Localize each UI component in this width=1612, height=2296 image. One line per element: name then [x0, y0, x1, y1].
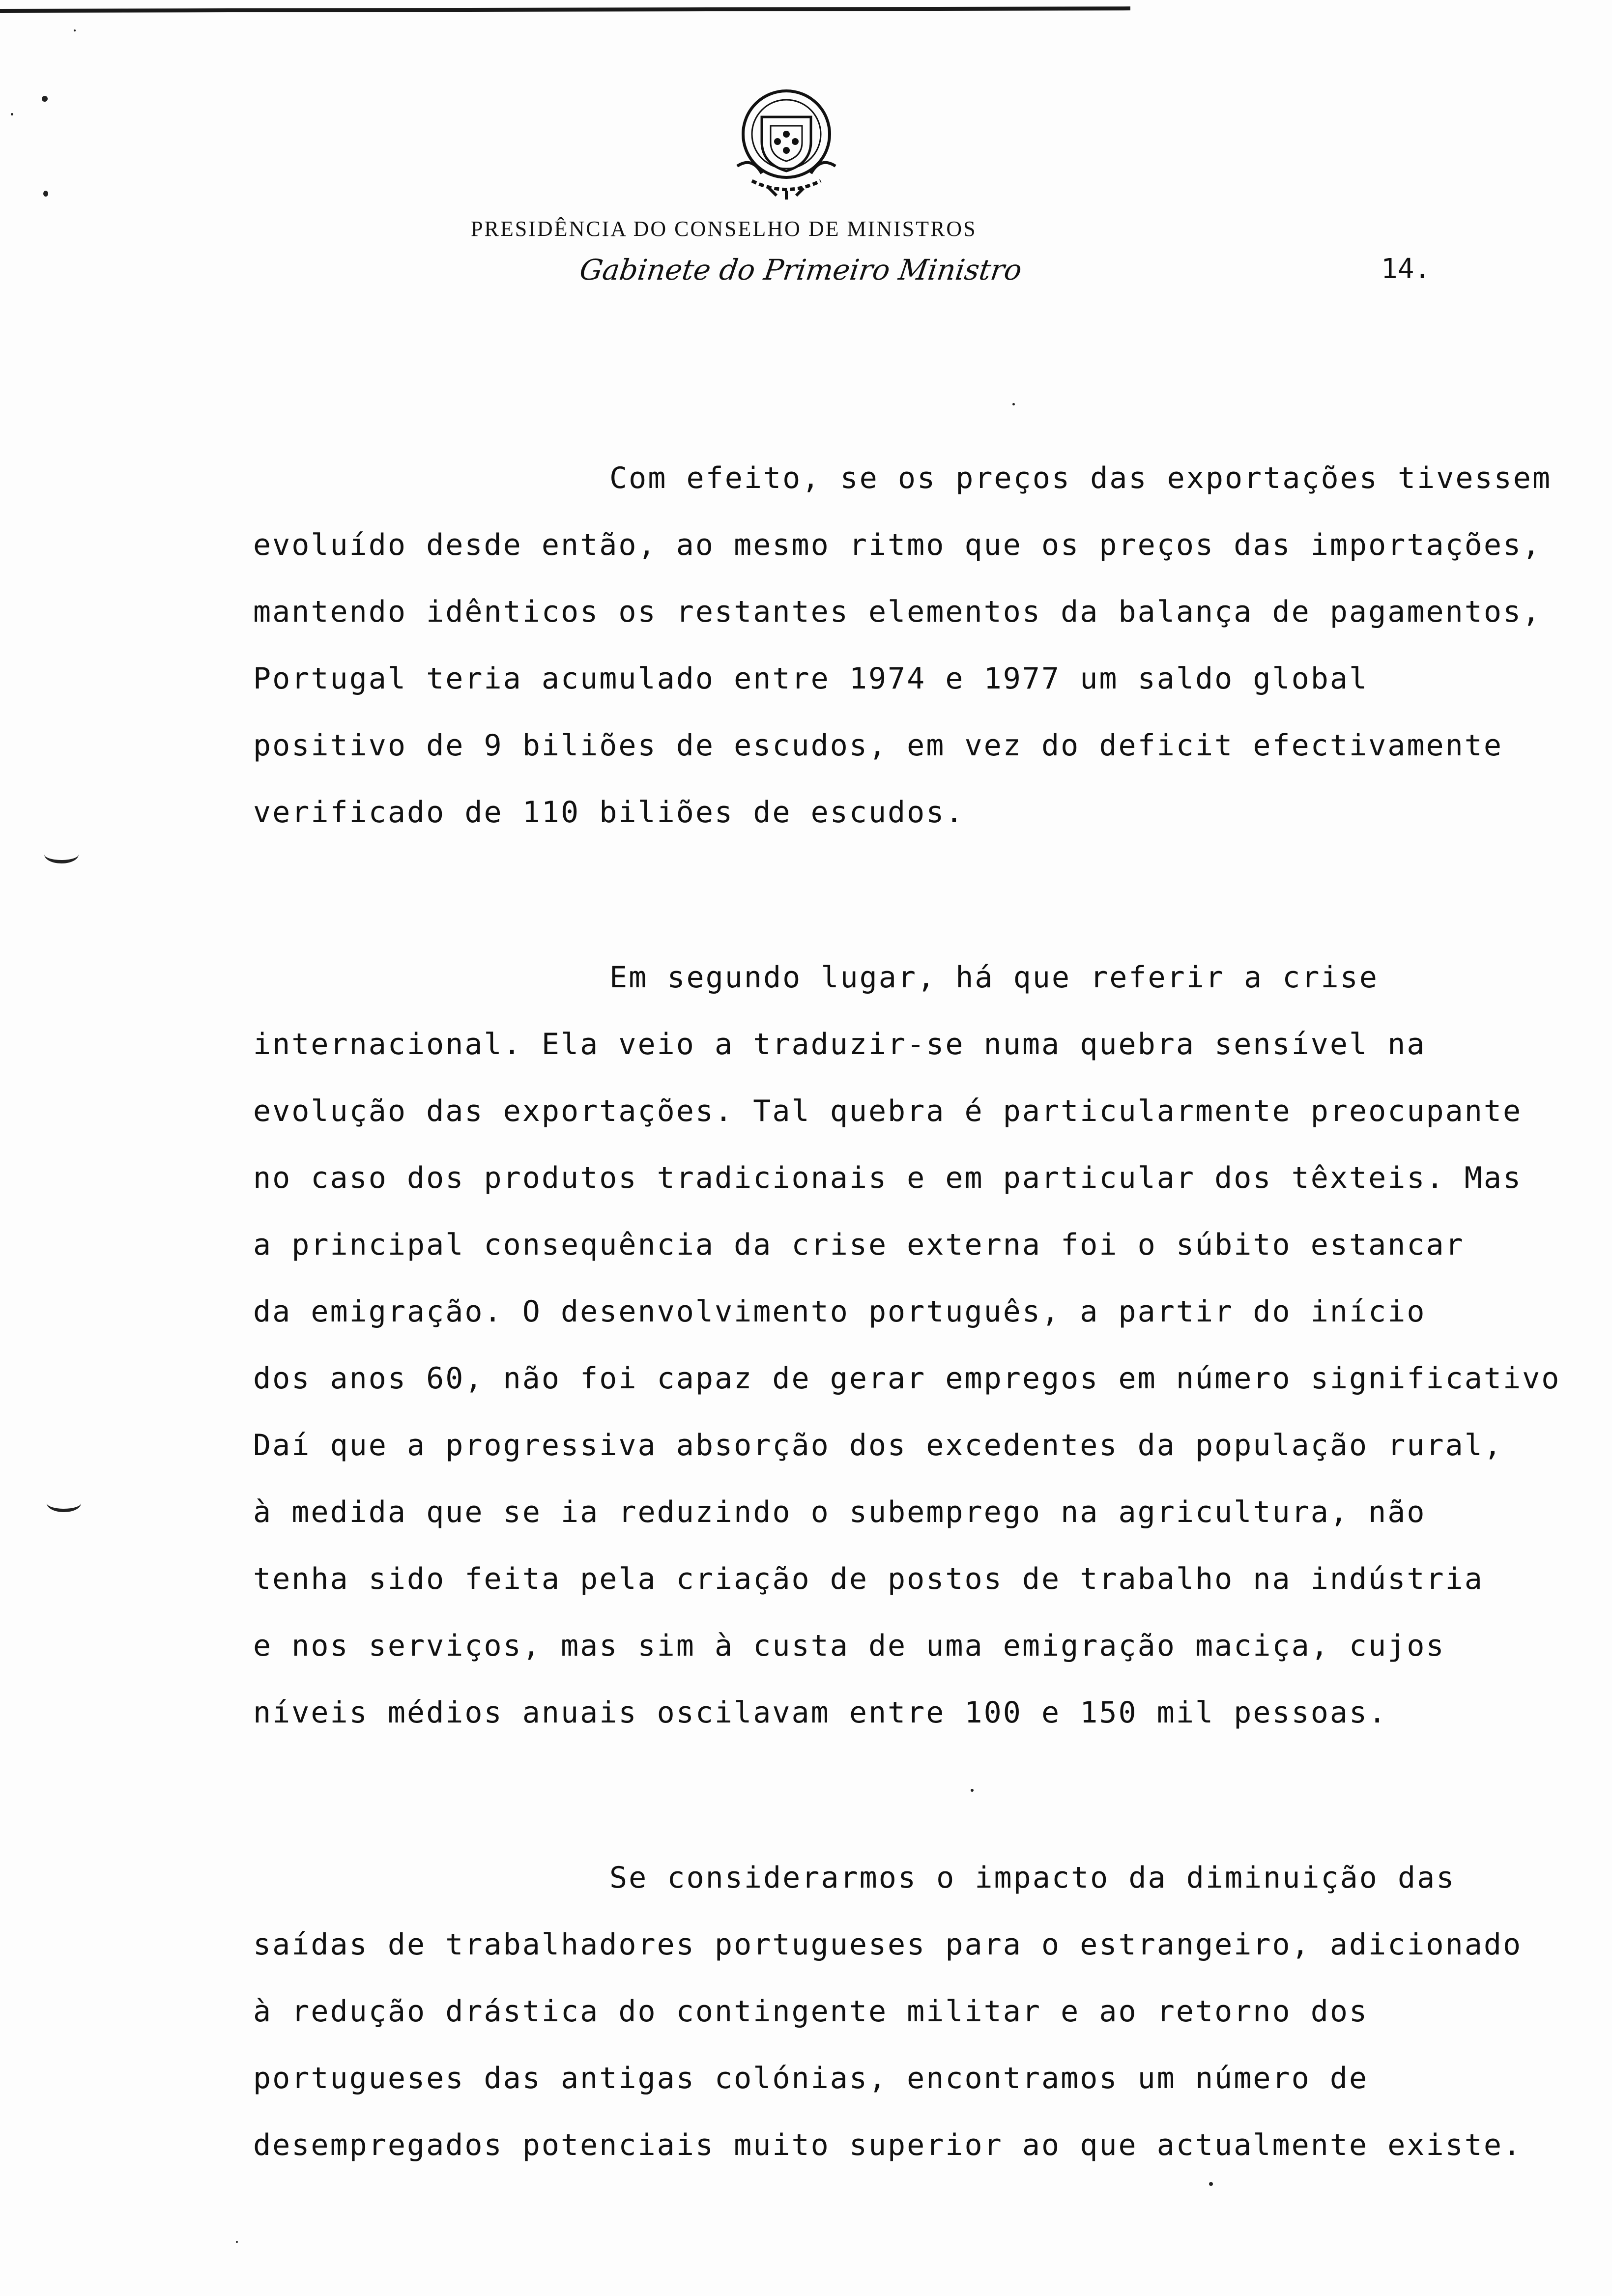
- text-line: internacional. Ela veio a traduzir-se numa quebra sensível na: [253, 1027, 1426, 1062]
- scan-speck: [11, 113, 13, 115]
- text-line: portugueses das antigas colónias, encontramos um número de: [253, 2061, 1369, 2095]
- text-line: no caso dos produtos tradicionais e em particular dos têxteis. Mas: [253, 1161, 1523, 1195]
- text-line: evolução das exportações. Tal quebra é particularmente preocupante: [253, 1094, 1523, 1128]
- scan-speck: [74, 29, 76, 31]
- text-line: Se considerarmos o impacto da diminuição das: [609, 1861, 1456, 1895]
- header-organization: PRESIDÊNCIA DO CONSELHO DE MINISTROS: [471, 217, 977, 241]
- text-line: saídas de trabalhadores portugueses para o estrangeiro, adicionado: [253, 1927, 1523, 1962]
- paragraph-2: [253, 944, 1610, 1746]
- text-line: desempregados potenciais muito superior ao que actualmente existe.: [253, 2128, 1523, 2162]
- punch-hole-mark: [44, 845, 79, 863]
- text-line: à medida que se ia reduzindo o subemprego na agricultura, não: [253, 1495, 1426, 1529]
- text-line: níveis médios anuais oscilavam entre 100 e 150 mil pessoas.: [253, 1695, 1388, 1730]
- header-cabinet-script: Gabinete do Primeiro Ministro: [577, 253, 1024, 287]
- text-line: positivo de 9 biliões de escudos, em vez do deficit efectivamente: [253, 728, 1503, 763]
- scan-speck: [236, 2241, 238, 2243]
- body-text: [253, 445, 1610, 2179]
- text-line: a principal consequência da crise externa foi o súbito estancar: [253, 1228, 1465, 1262]
- scan-speck: [1209, 2182, 1213, 2186]
- paragraph-1: [253, 445, 1610, 846]
- coat-of-arms-emblem: [722, 83, 850, 201]
- text-line: Daí que a progressiva absorção dos excedentes da população rural,: [253, 1428, 1503, 1463]
- text-line: à redução drástica do contingente militar e ao retorno dos: [253, 1994, 1369, 2029]
- top-edge-rule: [0, 6, 1130, 13]
- text-line: Em segundo lugar, há que referir a crise: [609, 960, 1379, 995]
- text-line: Com efeito, se os preços das exportações tivessem: [609, 461, 1552, 495]
- text-line: dos anos 60, não foi capaz de gerar empregos em número significativo: [253, 1361, 1561, 1396]
- scan-speck: [1012, 403, 1015, 405]
- page-number: 14.: [1381, 253, 1431, 285]
- scan-speck: [43, 191, 48, 197]
- punch-hole-mark: [47, 1494, 81, 1512]
- text-line: da emigração. O desenvolvimento português, a partir do início: [253, 1294, 1426, 1329]
- text-line: verificado de 110 biliões de escudos.: [253, 795, 965, 830]
- paragraph-3: [253, 1844, 1610, 2179]
- text-line: Portugal teria acumulado entre 1974 e 1977 um saldo global: [253, 661, 1369, 696]
- text-line: e nos serviços, mas sim à custa de uma emigração maciça, cujos: [253, 1629, 1445, 1663]
- text-line: tenha sido feita pela criação de postos de trabalho na indústria: [253, 1562, 1484, 1596]
- text-line: evoluído desde então, ao mesmo ritmo que os preços das importações,: [253, 528, 1542, 562]
- scan-speck: [42, 96, 48, 102]
- text-line: mantendo idênticos os restantes elementos da balança de pagamentos,: [253, 595, 1542, 629]
